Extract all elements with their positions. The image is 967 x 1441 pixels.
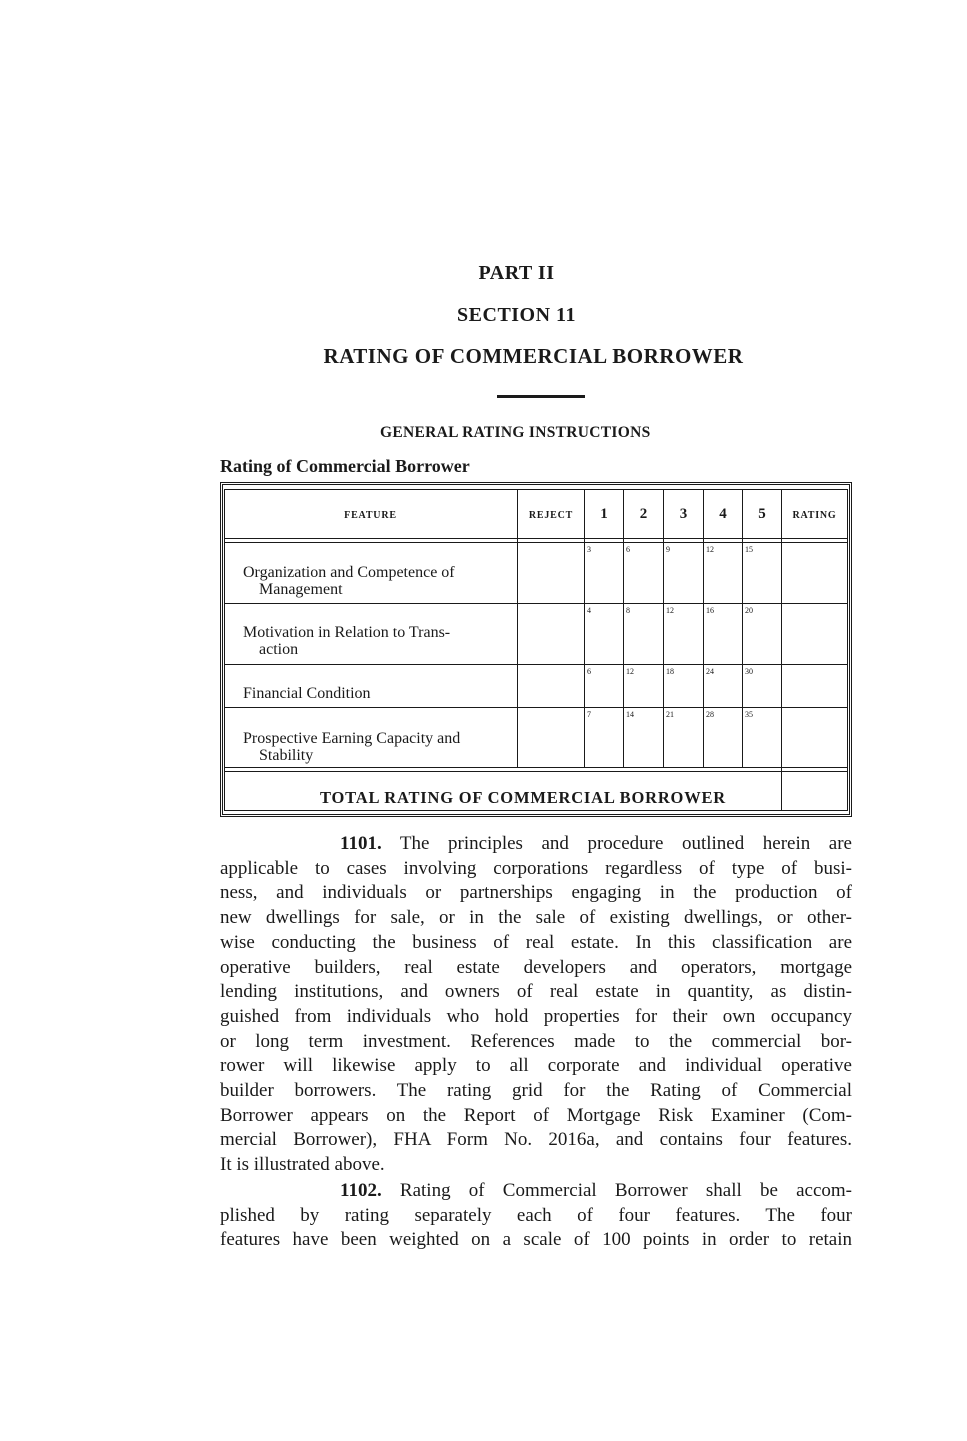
paragraph-line — [220, 1179, 852, 1204]
feature-label-cont: Stability — [259, 747, 314, 764]
paragraph-number: 1102. — [340, 1180, 382, 1201]
feature-label: Motivation in Relation to Trans- — [243, 624, 451, 641]
points-cell: 7 — [587, 710, 591, 719]
section-heading: SECTION 11 — [457, 304, 576, 326]
paragraph-line — [220, 832, 852, 857]
feature-financial — [243, 685, 511, 702]
paragraph-line: rower will likewise apply to all corporate and individual operative — [220, 1055, 852, 1077]
total-bottom-rule — [224, 810, 848, 811]
page-title: RATING OF COMMERCIAL BORROWER — [323, 344, 744, 368]
paragraph-line: guished from individuals who hold properties for their own occupancy — [220, 1005, 852, 1027]
paragraph-line: features have been weighted on a scale of 100 points in order to retain — [220, 1229, 852, 1251]
feature-label-cont: Management — [259, 581, 343, 598]
col-rule-reject — [517, 489, 518, 767]
header-top-rule — [224, 489, 848, 490]
header-feature: FEATURE — [344, 510, 397, 521]
feature-label: Financial Condition — [243, 685, 371, 702]
header-bottom-rule — [224, 538, 848, 539]
points-cell: 14 — [626, 710, 634, 719]
row-rule-3 — [224, 707, 848, 708]
total-top-rule — [224, 771, 848, 772]
points-cell: 30 — [745, 667, 753, 676]
header-2: 2 — [639, 506, 648, 522]
points-cell: 20 — [745, 606, 753, 615]
paragraph-line: ness, and individuals or partnerships engaging in the production of — [220, 882, 852, 904]
grid-right-rule — [847, 489, 848, 810]
paragraph-text: Rating of Commercial Borrower shall be accom- — [399, 1180, 853, 1201]
total-rating-label: TOTAL RATING OF COMMERCIAL BORROWER — [320, 788, 727, 807]
points-cell: 3 — [587, 545, 591, 554]
paragraph-line: builder borrowers. The rating grid for the Rating of Commercial — [220, 1080, 852, 1102]
points-cell: 12 — [706, 545, 714, 554]
paragraph-1102 — [220, 1179, 852, 1253]
points-cell: 12 — [626, 667, 634, 676]
col-rule-2 — [623, 489, 624, 767]
points-cell: 21 — [666, 710, 674, 719]
feature-label-cont: action — [259, 641, 299, 658]
points-cell: 9 — [666, 545, 670, 554]
points-cell: 8 — [626, 606, 630, 615]
feature-label: Prospective Earning Capacity and — [243, 730, 461, 747]
col-rule-rating — [781, 489, 782, 810]
header-bottom-rule-2 — [224, 542, 848, 543]
paragraph-line: wise conducting the business of real estate. In this classification are — [220, 931, 852, 953]
paragraph-line: new dwellings for sale, or in the sale of existing dwellings, or other- — [220, 907, 852, 929]
col-rule-3 — [663, 489, 664, 767]
paragraph-line: Borrower appears on the Report of Mortgage Risk Examiner (Com- — [220, 1104, 852, 1126]
grid-caption: Rating of Commercial Borrower — [220, 456, 470, 476]
paragraph-line: plished by rating separately each of four features. The four — [220, 1204, 852, 1226]
points-cell: 16 — [706, 606, 714, 615]
header-5: 5 — [758, 506, 766, 522]
header-rating: RATING — [792, 510, 837, 521]
col-rule-4 — [703, 489, 704, 767]
header-reject: REJECT — [528, 510, 574, 521]
row-rule-1 — [224, 603, 848, 604]
points-cell: 6 — [626, 545, 630, 554]
paragraph-text: The principles and procedure outlined herein are — [399, 833, 852, 854]
header-3: 3 — [679, 506, 688, 522]
header-4: 4 — [719, 506, 727, 522]
rows-bottom-rule — [224, 767, 848, 768]
row-rule-2 — [224, 664, 848, 665]
feature-label: Organization and Competence of — [243, 564, 455, 581]
points-cell: 6 — [587, 667, 591, 676]
col-rule-1 — [584, 489, 585, 767]
points-cell: 4 — [587, 606, 591, 615]
feature-earning — [243, 730, 511, 764]
title-divider — [497, 395, 585, 398]
paragraph-number: 1101. — [340, 833, 382, 854]
col-rule-5 — [742, 489, 743, 767]
subtitle: GENERAL RATING INSTRUCTIONS — [380, 424, 651, 441]
paragraph-line: It is illustrated above. — [220, 1154, 385, 1176]
points-cell: 15 — [745, 545, 753, 554]
points-cell: 35 — [745, 710, 753, 719]
paragraph-1101 — [220, 832, 852, 1178]
paragraph-line: mercial Borrower), FHA Form No. 2016a, and contains four features. — [220, 1129, 852, 1151]
paragraph-line: or long term investment. References made to the commercial bor- — [220, 1030, 852, 1052]
paragraph-line: lending institutions, and owners of real estate in quantity, as distin- — [220, 981, 852, 1003]
points-cell: 18 — [666, 667, 674, 676]
paragraph-line: applicable to cases involving corporations regardless of type of busi- — [220, 857, 852, 879]
header-1: 1 — [600, 506, 608, 522]
points-cell: 28 — [706, 710, 714, 719]
grid-left-rule — [224, 489, 225, 810]
part-heading: PART II — [478, 262, 555, 284]
points-cell: 12 — [666, 606, 674, 615]
points-cell: 24 — [706, 667, 714, 676]
paragraph-line: operative builders, real estate developers and operators, mortgage — [220, 956, 852, 978]
feature-organization — [243, 564, 511, 598]
feature-motivation — [243, 624, 511, 658]
